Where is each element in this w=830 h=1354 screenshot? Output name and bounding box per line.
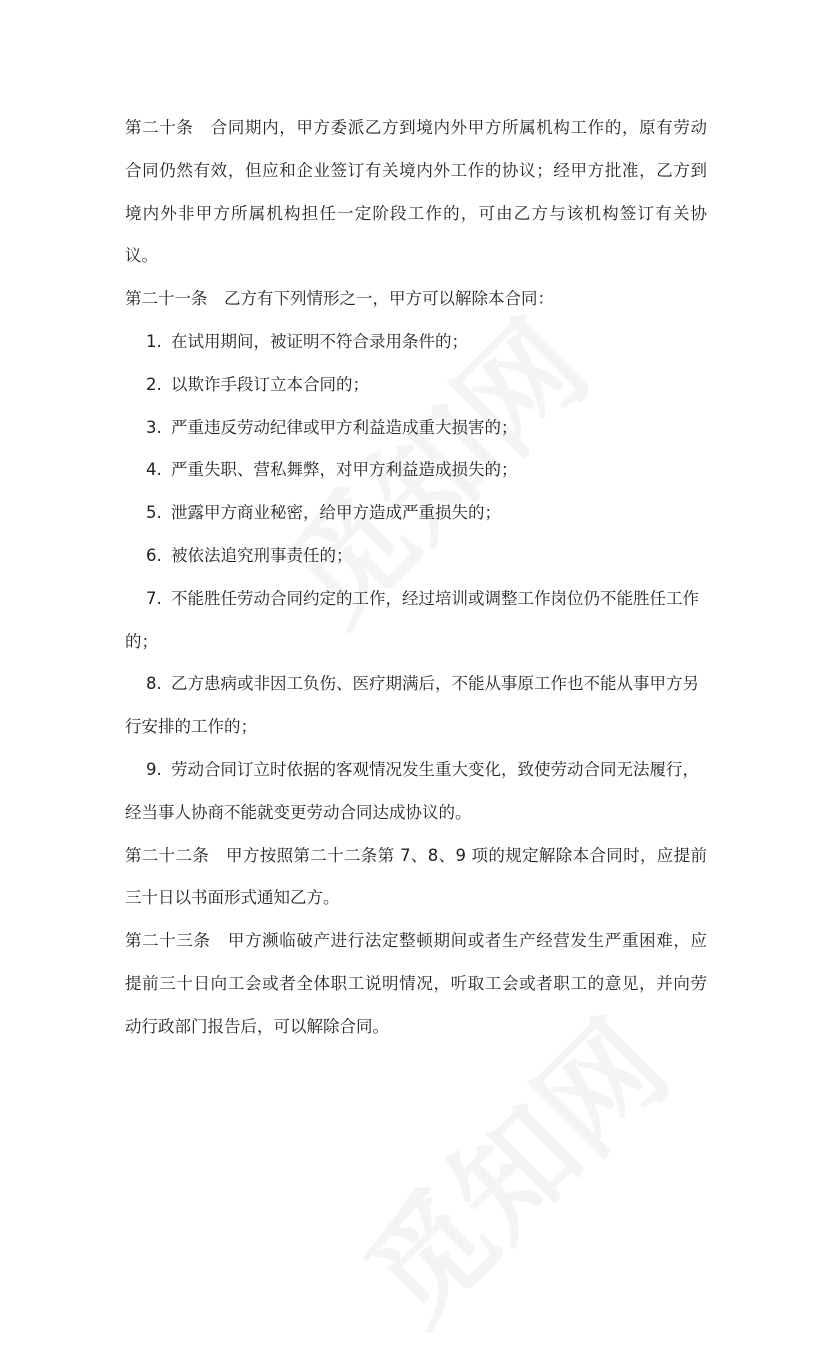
list-item (125, 407, 707, 450)
article-22-line: 第二十二条 甲方按照第二十二条第 7、8、9 项的规定解除本合同时，应提前 (125, 845, 707, 865)
item-continuation: 经当事人协商不能就变更劳动合同达成协议的。 (125, 802, 472, 822)
list-item (125, 449, 707, 492)
list-item (125, 492, 707, 535)
item-number: 1. (146, 331, 162, 351)
article-23-line: 动行政部门报告后，可以解除合同。 (125, 1016, 389, 1036)
list-item (125, 663, 707, 706)
article-20-line: 议。 (125, 246, 158, 266)
item-text: 以欺诈手段订立本合同的； (171, 374, 369, 394)
item-text: 在试用期间，被证明不符合录用条件的； (171, 331, 468, 351)
article-23-line: 第二十三条 甲方濒临破产进行法定整顿期间或者生产经营发生严重困难，应 (125, 931, 707, 951)
article-20-line: 合同仍然有效，但应和企业签订有关境内外工作的协议；经甲方批准，乙方到 (125, 160, 707, 180)
article-20-line: 第二十条 合同期内，甲方委派乙方到境内外甲方所属机构工作的，原有劳动 (125, 118, 707, 137)
item-continuation: 行安排的工作的； (125, 717, 257, 737)
item-number: 4. (146, 460, 162, 480)
item-continuation: 的； (125, 631, 158, 651)
item-number: 6. (146, 545, 162, 565)
item-number: 8. (146, 674, 162, 694)
item-number: 5. (146, 503, 162, 523)
item-text: 乙方患病或非因工负伤、医疗期满后，不能从事原工作也不能从事甲方另 (171, 674, 699, 694)
article-22-line: 三十日以书面形式通知乙方。 (125, 888, 340, 908)
item-text: 被依法追究刑事责任的； (171, 545, 353, 565)
item-text: 泄露甲方商业秘密，给甲方造成严重损失的； (171, 503, 501, 523)
document-page (125, 107, 707, 1049)
item-number: 9. (146, 759, 162, 779)
article-23-line: 提前三十日向工会或者全体职工说明情况，听取工会或者职工的意见，并向劳 (125, 973, 707, 993)
list-item (125, 578, 707, 621)
item-text: 严重失职、营私舞弊，对甲方利益造成损失的； (171, 460, 518, 480)
item-text: 劳动合同订立时依据的客观情况发生重大变化，致使劳动合同无法履行， (171, 759, 699, 779)
item-number: 2. (146, 374, 162, 394)
item-number: 3. (146, 417, 162, 437)
list-item (125, 535, 707, 578)
article-21-heading: 第二十一条 乙方有下列情形之一，甲方可以解除本合同： (125, 289, 554, 309)
item-text: 不能胜任劳动合同约定的工作，经过培训或调整工作岗位仍不能胜任工作 (171, 588, 699, 608)
list-item (125, 749, 707, 792)
item-text: 严重违反劳动纪律或甲方利益造成重大损害的； (171, 417, 518, 437)
article-20-line: 境内外非甲方所属机构担任一定阶段工作的，可由乙方与该机构签订有关协 (125, 203, 707, 223)
list-item (125, 321, 707, 364)
item-number: 7. (146, 588, 162, 608)
list-item (125, 364, 707, 407)
